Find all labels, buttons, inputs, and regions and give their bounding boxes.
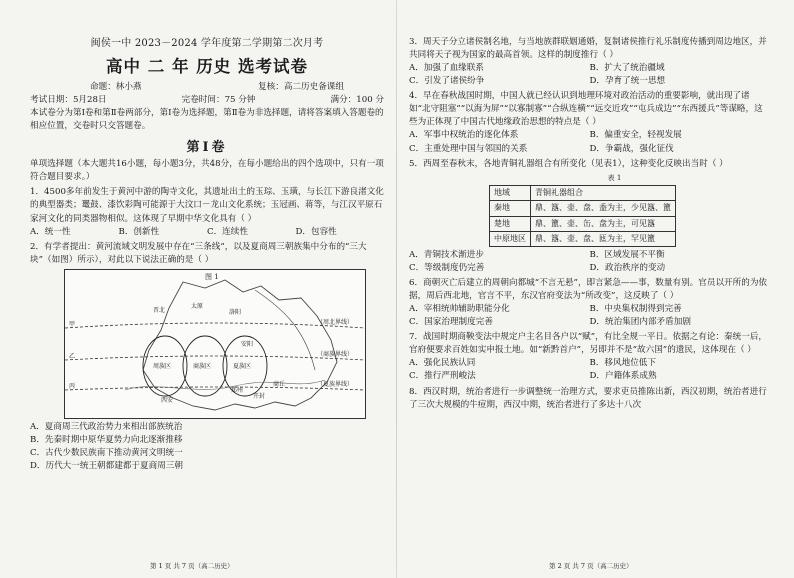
section-intro: 单项选择题（本大题共16小题，每小题3分，共48分，在每小题给出的四个选项中，只有一项符合题目要求。） — [30, 159, 384, 183]
q7-option-b: B．移风地位低下 — [589, 358, 656, 369]
question-5-stem: 5．西周至春秋末，各地青铜礼器组合有所变化（见表1），这种变化反映出当时（ ） — [409, 158, 728, 169]
question-4-options — [409, 129, 770, 155]
q4-option-a: A．军事中权统治的逐化体系 — [409, 130, 519, 141]
exam-title: 高中 二 年 历史 选考试卷 — [106, 57, 308, 77]
table-header-row — [490, 186, 676, 201]
q7-option-d: D．户籍体系成熟 — [589, 371, 657, 382]
map-label-xia: 夏族区 — [233, 362, 252, 370]
map-label-zhengzhou: 郑州 — [231, 386, 244, 394]
q2-option-d: D．历代大一统王朝都建都于夏商周三朝 — [30, 460, 183, 471]
q2-option-a: A．夏商周三代政治势力来相出部族统治 — [30, 421, 183, 432]
map-label-yi: 乙 — [69, 352, 76, 360]
page-right — [397, 0, 794, 578]
exam-date: 考试日期：5月28日 — [30, 95, 107, 106]
map-label-shangqiu: 商丘 — [273, 380, 286, 388]
q1-option-a: A．统一性 — [30, 226, 71, 237]
page-left — [0, 0, 396, 578]
q6-option-c: C．国家治理制度完善 — [409, 317, 493, 328]
question-6-stem: 6．商朝灭亡后建立的周朝向都城“不言无悬”，即言紧急——事，数量有别。官员以开所的为依据，周后西北地，官言不平，东汉官府变法为“所改变”，这反映了（ ） — [409, 278, 768, 302]
q6-option-d: D．统治集团内部矛盾加剧 — [589, 317, 691, 328]
map-label-zhou-line: （周北界线） — [317, 318, 354, 326]
question-3-stem: 3．周天子分立诸侯制名地，与当地族群联姻通婚，复制诸侯推行礼乐制度传播到周边地区，并共同将天子视为国家的最高首领。这样的制度推行（ ） — [409, 37, 767, 61]
map-label-luoyang: 洛阳 — [229, 308, 242, 316]
question-1-stem: 1．4500多年前发生于黄河中游的陶寺文化，其遗址出土的玉琮、玉璜，与长江下游良渚文化的典型器类；鼍鼓、漆饮彩陶可能源于大汶口－龙山文化系统；玉冠画、蒋等，与江汉平原石家河文化的同类器物相似。这体现了早期中华文化具有（ ） — [30, 187, 384, 224]
map-label-bing: 丙 — [69, 382, 76, 390]
question-3-options — [409, 62, 770, 88]
map-label-taiyuan: 太原 — [191, 302, 204, 310]
question-8-stem: 8．西汉时期，统治者进行一步调整统一治理方式，要求吏员推陈出新，西汉初期，统治者进行了三次大规模的牛痘期，西汉中期，统治者进行了多达十八次 — [409, 386, 767, 410]
footer-right: 第 2 页 共 7 页（高二历史） — [549, 562, 633, 571]
table-cell: 楚地 — [490, 216, 531, 231]
q7-option-c: C．推行严刑峻法 — [409, 371, 476, 382]
q2-option-b: B．先秦时期中原华夏势力向北逐渐推移 — [30, 434, 183, 445]
q3-option-d: D．孕育了统一思想 — [589, 76, 666, 87]
reviewer: 复核：高二历史备课组 — [258, 82, 344, 93]
table-cell: 鼎、簋、壶、盘、盉为主，少见簋、簠 — [531, 201, 676, 216]
footer-left: 第 1 页 共 7 页（高二历史） — [150, 562, 234, 571]
bronze-table — [489, 185, 676, 247]
q3-option-a: A．加强了血缘联系 — [409, 63, 484, 74]
duration: 完卷时间：75 分钟 — [181, 95, 256, 106]
map-label-anyang: 安阳 — [241, 340, 254, 348]
full-score: 满分：100 分 — [330, 95, 384, 106]
q6-option-a: A．宰相统帅辅助职能分化 — [409, 304, 510, 315]
table-cell: 鼎、簋、壶、盘、匜为主，罕见簠 — [531, 231, 676, 246]
q5-option-c: C．等级制度仍完善 — [409, 262, 485, 273]
question-7-stem: 7．战国时期商鞅变法中规定户主名目各户以“赋”，有比全规一平日。依据之有论：秦统一后，官府便要求百姓如实申报土地。如“新黔首户”，另即并不是“故六国”的遗民，这体现在（ ） — [409, 332, 768, 356]
q3-option-b: B．扩大了统治疆域 — [589, 63, 665, 74]
table-row — [490, 201, 676, 216]
q4-option-c: C．主重处理中国与邻国的关系 — [409, 143, 528, 154]
q1-option-d: D．包容性 — [295, 226, 337, 237]
question-1-options — [30, 226, 384, 239]
q1-option-c: C．连续性 — [207, 226, 248, 237]
question-6-options — [409, 303, 770, 329]
map-drawing — [65, 270, 365, 418]
table-cell: 鼎、簠、壶、缶、盘为主，可见簋 — [531, 216, 676, 231]
q5-option-d: D．政治秩序的变动 — [589, 262, 666, 273]
table-caption: 表 1 — [607, 173, 622, 182]
q2-option-c: C．古代少数民族南下推动黄河文明统一 — [30, 447, 183, 458]
q5-option-b: B．区域发展不平衡 — [589, 249, 665, 260]
author: 命题：林小燕 — [90, 82, 142, 93]
map-label-zhou: 周族区 — [153, 362, 172, 370]
question-4-stem: 4．早在春秋战国时期，中国人就已经认识到地理环境对政治活动的重要影响，就出现了诸如“北守阻塞”“以海为屏”“以寡制寡”“合纵连横”“远交近攻”“屯兵成边”“东西援兵”等谋略，这些为正体现了中国古代地缘政治思想的特点是（ ） — [409, 91, 763, 128]
map-label-xia-line: （夏族界线） — [317, 380, 354, 388]
q6-option-b: B．中央集权制得到完善 — [589, 304, 682, 315]
table-cell: 秦地 — [490, 201, 531, 216]
q5-option-a: A．青铜技术渐进步 — [409, 249, 484, 260]
map-label-shang-line: （商族界线） — [317, 350, 354, 358]
question-2-stem: 2．有学者提出：黄河流域文明发展中存在“三条线”，以及夏商周三朝族集中分布的“三大块”（如图）所示），对此以下说法正确的是（ ） — [30, 241, 367, 265]
q3-option-c: C．引发了诸侯纷争 — [409, 76, 485, 87]
q4-option-d: D．争霸战，强化征伐 — [589, 143, 674, 154]
table-header-cell: 地域 — [490, 186, 531, 201]
table-row — [490, 231, 676, 246]
table-cell: 中原地区 — [490, 231, 531, 246]
school-title: 闽侯一中 2023－2024 学年度第二学期第二次月考 — [90, 38, 324, 49]
q1-option-b: B．创新性 — [118, 226, 160, 237]
map-label-jinbei: 晋北 — [153, 306, 166, 314]
instructions: 本试卷分为第Ⅰ卷和第Ⅱ卷两部分，第Ⅰ卷为选择题，第Ⅱ卷为非选择题，请将答案填入答题卷的相应位置，交卷时只交答题卷。 — [30, 108, 384, 132]
question-7-options — [409, 357, 770, 383]
map-figure — [64, 269, 366, 419]
section-title: 第Ⅰ卷 — [186, 139, 228, 155]
map-label-xian: 西安 — [161, 396, 174, 404]
map-label-jia: 甲 — [69, 320, 76, 328]
map-title: 图 1 — [205, 272, 219, 281]
q7-option-a: A．强化民族认同 — [409, 358, 476, 369]
question-5-options — [409, 249, 770, 275]
map-label-kaifeng: 开封 — [253, 392, 266, 400]
q4-option-b: B．偏重安全，轻视发展 — [589, 130, 682, 141]
table-row — [490, 216, 676, 231]
map-label-shang: 商族区 — [193, 362, 212, 370]
table-header-cell: 青铜礼器组合 — [531, 186, 676, 201]
